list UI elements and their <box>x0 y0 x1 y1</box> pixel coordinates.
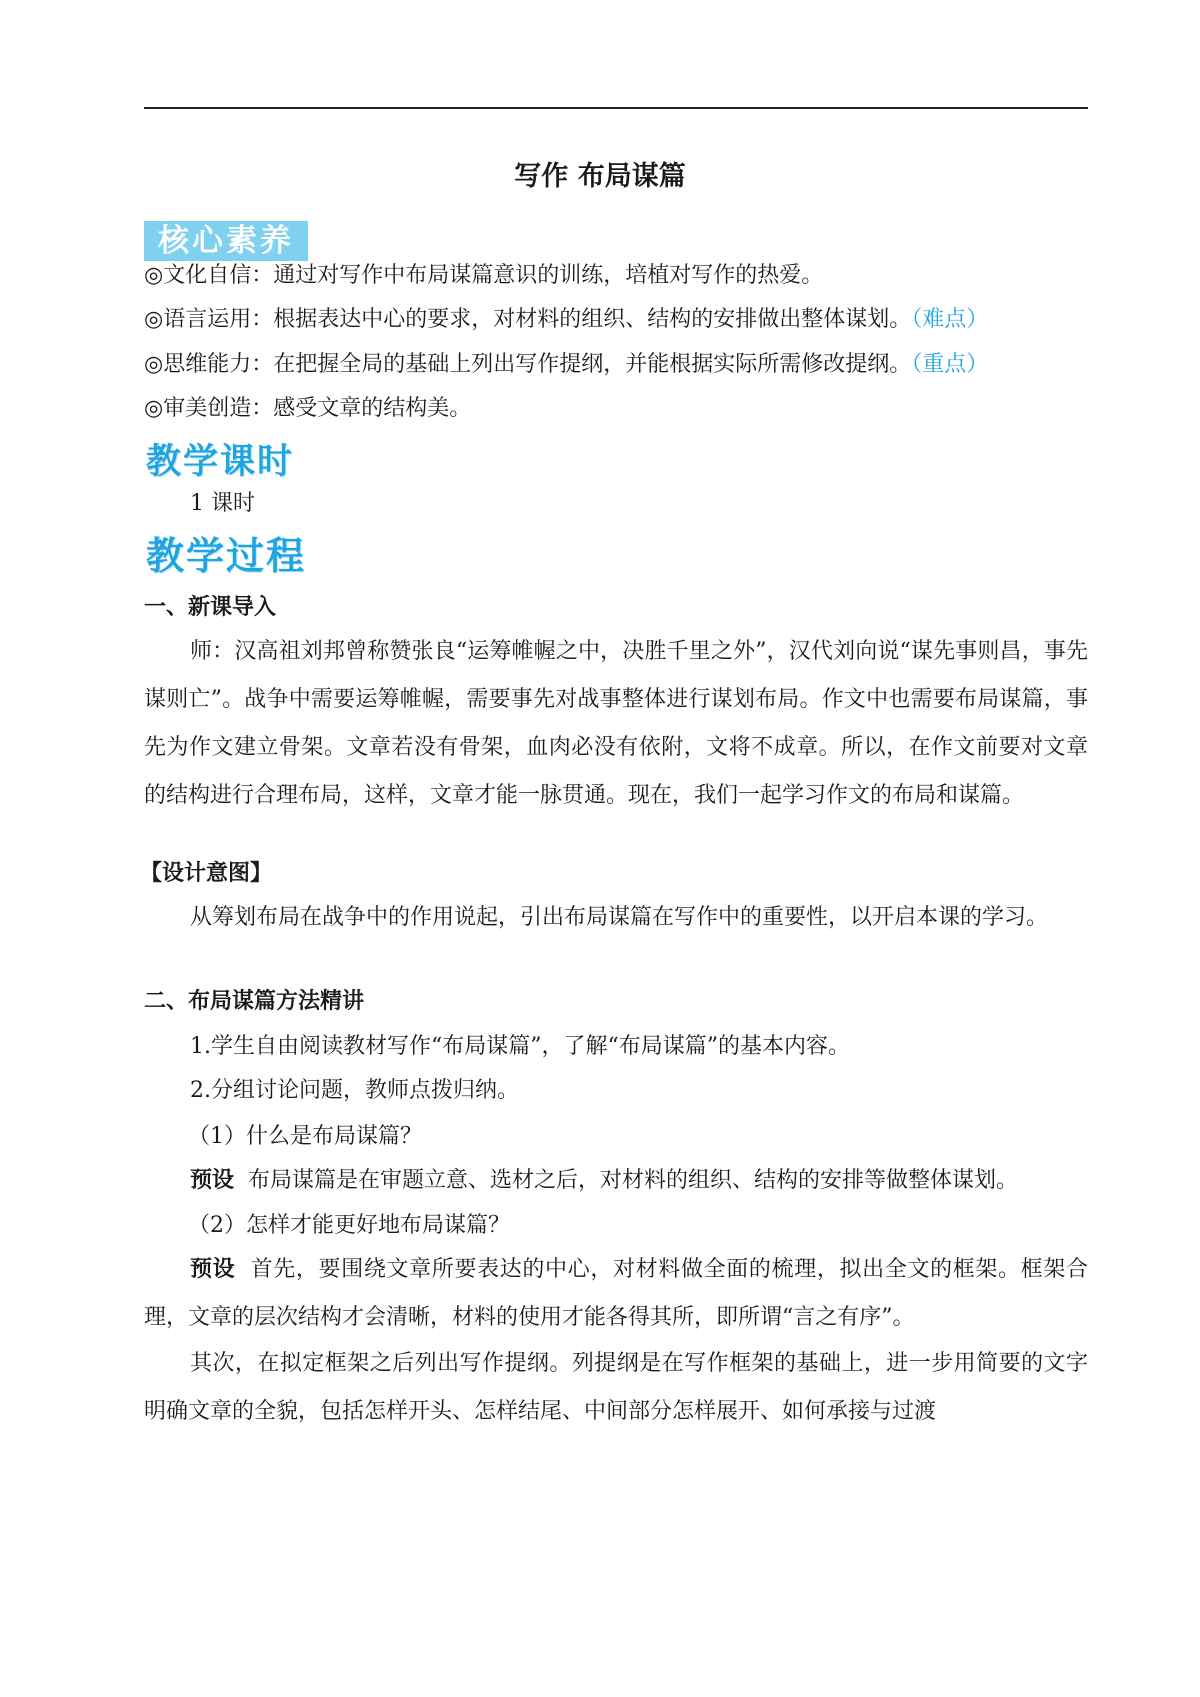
core-item-text: ◎文化自信：通过对写作中布局谋篇意识的训练，培植对写作的热爱。 <box>144 263 824 288</box>
core-item-language <box>144 304 988 336</box>
core-item-thinking <box>144 349 988 381</box>
section-1-paragraph: 师：汉高祖刘邦曾称赞张良“运筹帷幄之中，决胜千里之外”，汉代刘向说“谋先事则昌，事先谋则亡”。战争中需要运筹帷幄，需要事先对战事整体进行谋划布局。作文中也需要布局谋篇，事先为作文建立骨架。文章若没有骨架，血肉必没有依附，文将不成章。所以，在作文前要对文章的结构进行合理布局，这样，文章才能一脉贯通。现在，我们一起学习作文的布局和谋篇。 <box>144 639 1088 808</box>
core-item-culture <box>144 260 823 292</box>
question-1: （1）什么是布局谋篇？ <box>188 1124 422 1149</box>
teaching-process-heading: 教学过程 <box>146 534 307 578</box>
preset-label: 预设 <box>190 1257 236 1282</box>
section-1-title: 一、新课导入 <box>144 595 277 620</box>
core-literacy-banner <box>144 221 308 261</box>
teaching-hours-value: 1 课时 <box>190 491 255 516</box>
core-item-text: ◎语言运用：根据表达中心的要求，对材料的组织、结构的安排做出整体谋划。 <box>144 307 912 332</box>
step-2: 2.分组讨论问题，教师点拨归纳。 <box>190 1078 519 1103</box>
answer-1-text: 布局谋篇是在审题立意、选材之后，对材料的组织、结构的安排等做整体谋划。 <box>248 1168 1019 1193</box>
key-point-tag: （重点） <box>911 352 989 377</box>
header-rule <box>144 107 1088 109</box>
core-item-text: ◎思维能力：在把握全局的基础上列出写作提纲，并能根据实际所需修改提纲。 <box>144 352 912 377</box>
core-item-aesthetic <box>144 393 471 425</box>
difficulty-tag: （难点） <box>911 307 989 332</box>
core-item-text: ◎审美创造：感受文章的结构美。 <box>144 396 472 421</box>
answer-2-continued: 其次，在拟定框架之后列出写作提纲。列提纲是在写作框架的基础上，进一步用简要的文字明确文章的全貌，包括怎样开头、怎样结尾、中间部分怎样展开、如何承接与过渡 <box>144 1351 1088 1424</box>
section-2-title: 二、布局谋篇方法精讲 <box>144 989 365 1014</box>
page-title: 写作 布局谋篇 <box>514 161 686 192</box>
preset-label: 预设 <box>190 1168 235 1193</box>
answer-2-text: 首先，要围绕文章所要表达的中心，对材料做全面的梳理，拟出全文的框架。框架合理，文章的层次结构才会清晰，材料的使用才能各得其所，即所谓“言之有序”。 <box>144 1257 1088 1330</box>
step-1: 1.学生自由阅读教材写作“布局谋篇”，了解“布局谋篇”的基本内容。 <box>190 1034 850 1059</box>
teaching-hours-heading: 教学课时 <box>146 442 295 482</box>
answer-1 <box>190 1165 1018 1197</box>
question-2: （2）怎样才能更好地布局谋篇？ <box>188 1213 510 1238</box>
core-literacy-heading: 核心素养 <box>158 223 294 259</box>
answer-2 <box>144 1246 1088 1342</box>
design-intent-paragraph: 从筹划布局在战争中的作用说起，引出布局谋篇在写作中的重要性，以开启本课的学习。 <box>190 905 1049 930</box>
design-intent-title: 【设计意图】 <box>140 861 273 886</box>
